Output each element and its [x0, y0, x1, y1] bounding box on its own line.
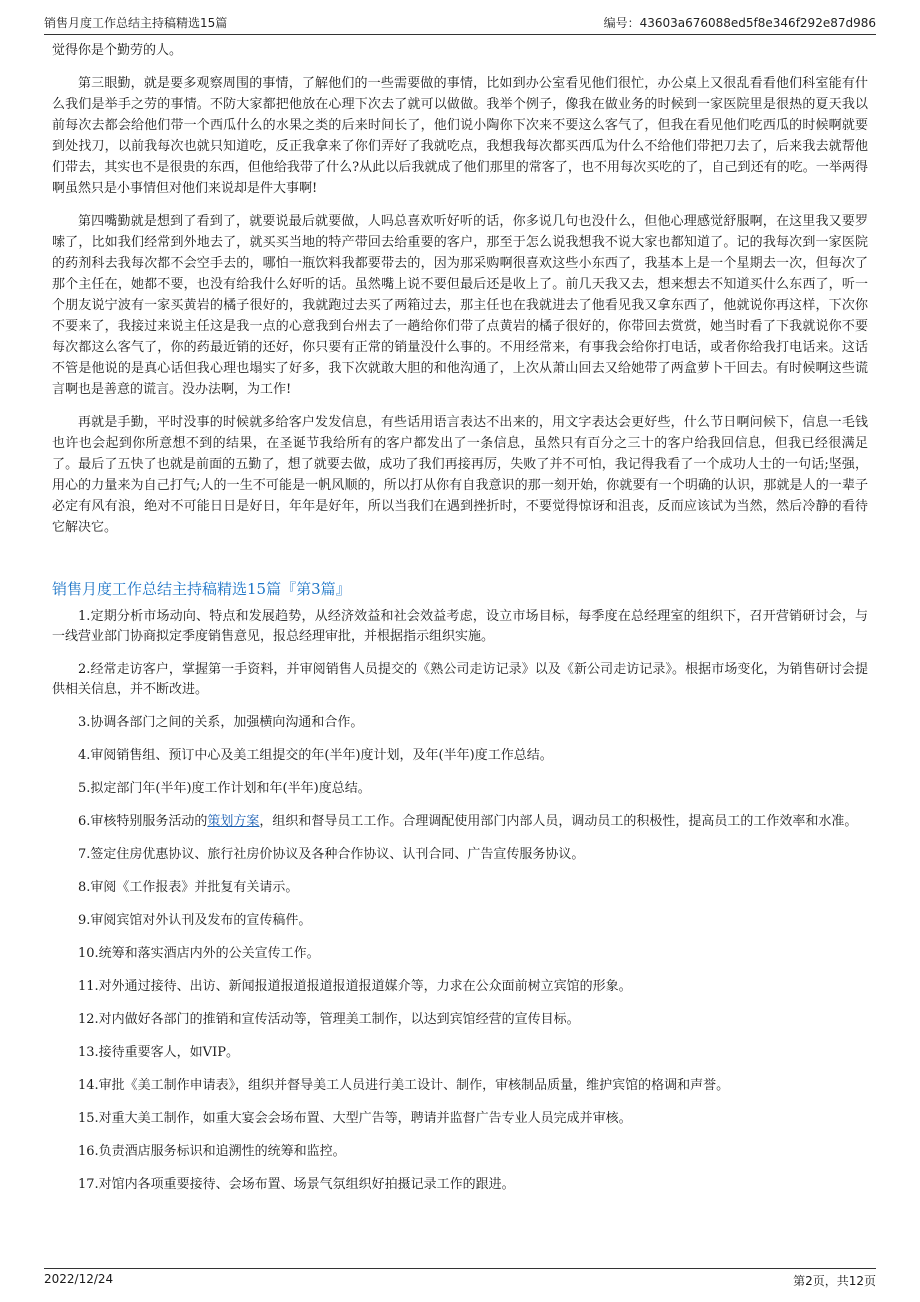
page-header — [44, 12, 876, 35]
list-item: 9.审阅宾馆对外认刊及发布的宣传稿件。 — [78, 913, 312, 928]
document-body — [52, 40, 868, 1208]
list-item: 5.拟定部门年(半年)度工作计划和年(半年)度总结。 — [78, 781, 371, 796]
list-item: 13.接待重要客人，如VIP。 — [78, 1045, 239, 1060]
list-item: 8.审阅《工作报表》并批复有关请示。 — [78, 880, 299, 895]
list-item — [52, 812, 868, 832]
list-item: 16.负责酒店服务标识和追溯性的统筹和监控。 — [78, 1144, 346, 1159]
header-title: 销售月度工作总结主持稿精选15篇 — [44, 16, 228, 30]
list-item: 4.审阅销售组、预订中心及美工组提交的年(半年)度计划，及年(半年)度工作总结。 — [78, 748, 553, 763]
footer-date: 2022/12/24 — [44, 1272, 114, 1286]
header-doc-id: 编号：43603a676088ed5f8e346f292e87d986 — [603, 16, 876, 30]
list-item: 7.签定住房优惠协议、旅行社房价协议及各种合作协议、认刊合同、广告宣传服务协议。 — [78, 847, 585, 862]
paragraph: 觉得你是个勤劳的人。 — [52, 43, 183, 58]
paragraph: 第三眼勤，就是要多观察周围的事情，了解他们的一些需要做的事情，比如到办公室看见他们很忙，办公桌上又很乱看看他们科室能有什么我们是举手之劳的事情。不防大家都把他放在心理下次去了就可以做做。我举个例子，像我在做业务的时候到一家医院里是很热的夏天我以前每次去都会给他们带一个西瓜什么的水果之类的后来时间长了，他们说小陶你下次来不要这么客气了，但我在看见他们吃西瓜的时候啊就要到处找刀，以前我每次也就只知道吃，反正我拿来了你们弄好了我就吃点，我想我每次都买西瓜为什么不给他们带把刀去了，后来我去就帮他们带去，其实也不是很贵的东西，但他给我带了什么?从此以后我就成了他们那里的常客了，也不用每次买吃的了，自己到还有的吃。一举两得啊虽然只是小事情但对他们来说却是件大事啊! — [52, 76, 868, 196]
list-item: 12.对内做好各部门的推销和宣传活动等，管理美工制作，以达到宾馆经营的宣传目标。 — [78, 1012, 580, 1027]
page-number: 第2页，共12页 — [793, 1274, 876, 1288]
list-item: 17.对馆内各项重要接待、会场布置、场景气氛组织好拍摄记录工作的跟进。 — [78, 1177, 515, 1192]
list-item-text: 6.审核特别服务活动的 — [78, 814, 208, 829]
paragraph: 第四嘴勤就是想到了看到了，就要说最后就要做，人吗总喜欢听好听的话，你多说几句也没什么，但他心理感觉舒服啊，在这里我又要罗嗦了，比如我们经常到外地去了，就买买当地的特产带回去给重要的客户，那至于怎么说我想我不说大家也都知道了。记的我每次到一家医院的药剂科去我每次都不会空手去的，哪怕一瓶饮料我都要带去的，因为那采购啊很喜欢这些小东西了，我基本上是一个星期去一次，但每次了那个主任在，她都不要，也没有给我什么好听的话。虽然嘴上说不要但最后还是收上了。前几天我又去，想来想去不知道买什么东西了，听一个朋友说宁波有一家买黄岩的橘子很好的，我就跑过去买了两箱过去，那主任也在我就进去了他看见我又拿东西了，他就说你再这样，下次你不要来了，我接过来说主任这是我一点的心意我到台州去了一趟给你们带了点黄岩的橘子很好的，你带回去赏赏，她当时看了下我就说你不要每次都这么客气了，你的药最近销的还好，你只要有正常的销量没什么事的。不用经常来，有事我会给你打电话，或者你给我打电话来。这话不管是他说的是真心话但我心理也塌实了好多，我下次就敢大胆的和他沟通了，上次从萧山回去又给她带了两盒萝卜干回去。有时候啊这些谎言啊也是善意的谎言。没办法啊，为工作! — [52, 214, 868, 397]
list-item: 2.经常走访客户，掌握第一手资料，并审阅销售人员提交的《熟公司走访记录》以及《新公司走访记录》。根据市场变化，为销售研讨会提供相关信息，并不断改进。 — [52, 662, 868, 697]
list-item: 15.对重大美工制作，如重大宴会会场布置、大型广告等，聘请并监督广告专业人员完成并审核。 — [78, 1111, 632, 1126]
list-item: 14.审批《美工制作申请表》，组织并督导美工人员进行美工设计、制作，审核制品质量，维护宾馆的格调和声誉。 — [78, 1078, 730, 1093]
section-title: 销售月度工作总结主持稿精选15篇『第3篇』 — [52, 580, 351, 598]
plan-link[interactable]: 策划方案 — [207, 814, 260, 829]
page-footer — [44, 1268, 876, 1289]
paragraph: 再就是手勤，平时没事的时候就多给客户发发信息，有些话用语言表达不出来的，用文字表达会更好些，什么节日啊问候下，信息一毛钱也许也会起到你所意想不到的结果，在圣诞节我给所有的客户都发出了一条信息，虽然只有百分之三十的客户给我回信息，但我已经很满足了。最后了五快了也就是前面的五勤了，想了就要去做，成功了我们再接再厉，失败了并不可怕，我记得我看了一个成功人士的一句话;坚强，用心的力量来为自己打气;人的一生不可能是一帆风顺的，所以打从你有自我意识的那一刻开始，你就要有一个明确的认识，那就是人的一辈子必定有风有浪，绝对不可能日日是好日，年年是好年，所以当我们在遇到挫折时，不要觉得惊讶和沮丧，反而应该试为当然，然后冷静的看待它解决它。 — [52, 415, 868, 535]
list-item-text: ，组织和督导员工工作。合理调配使用部门内部人员，调动员工的积极性，提高员工的工作效率和水准。 — [259, 814, 858, 829]
list-item: 11.对外通过接待、出访、新闻报道报道报道报道报道媒介等，力求在公众面前树立宾馆的形象。 — [78, 979, 632, 994]
list-item: 1.定期分析市场动向、特点和发展趋势，从经济效益和社会效益考虑，设立市场目标，每季度在总经理室的组织下，召开营销研讨会，与一线营业部门协商拟定季度销售意见，报总经理审批，并根据指示组织实施。 — [52, 609, 868, 644]
list-item: 3.协调各部门之间的关系，加强横向沟通和合作。 — [78, 715, 364, 730]
list-item: 10.统筹和落实酒店内外的公关宣传工作。 — [78, 946, 320, 961]
